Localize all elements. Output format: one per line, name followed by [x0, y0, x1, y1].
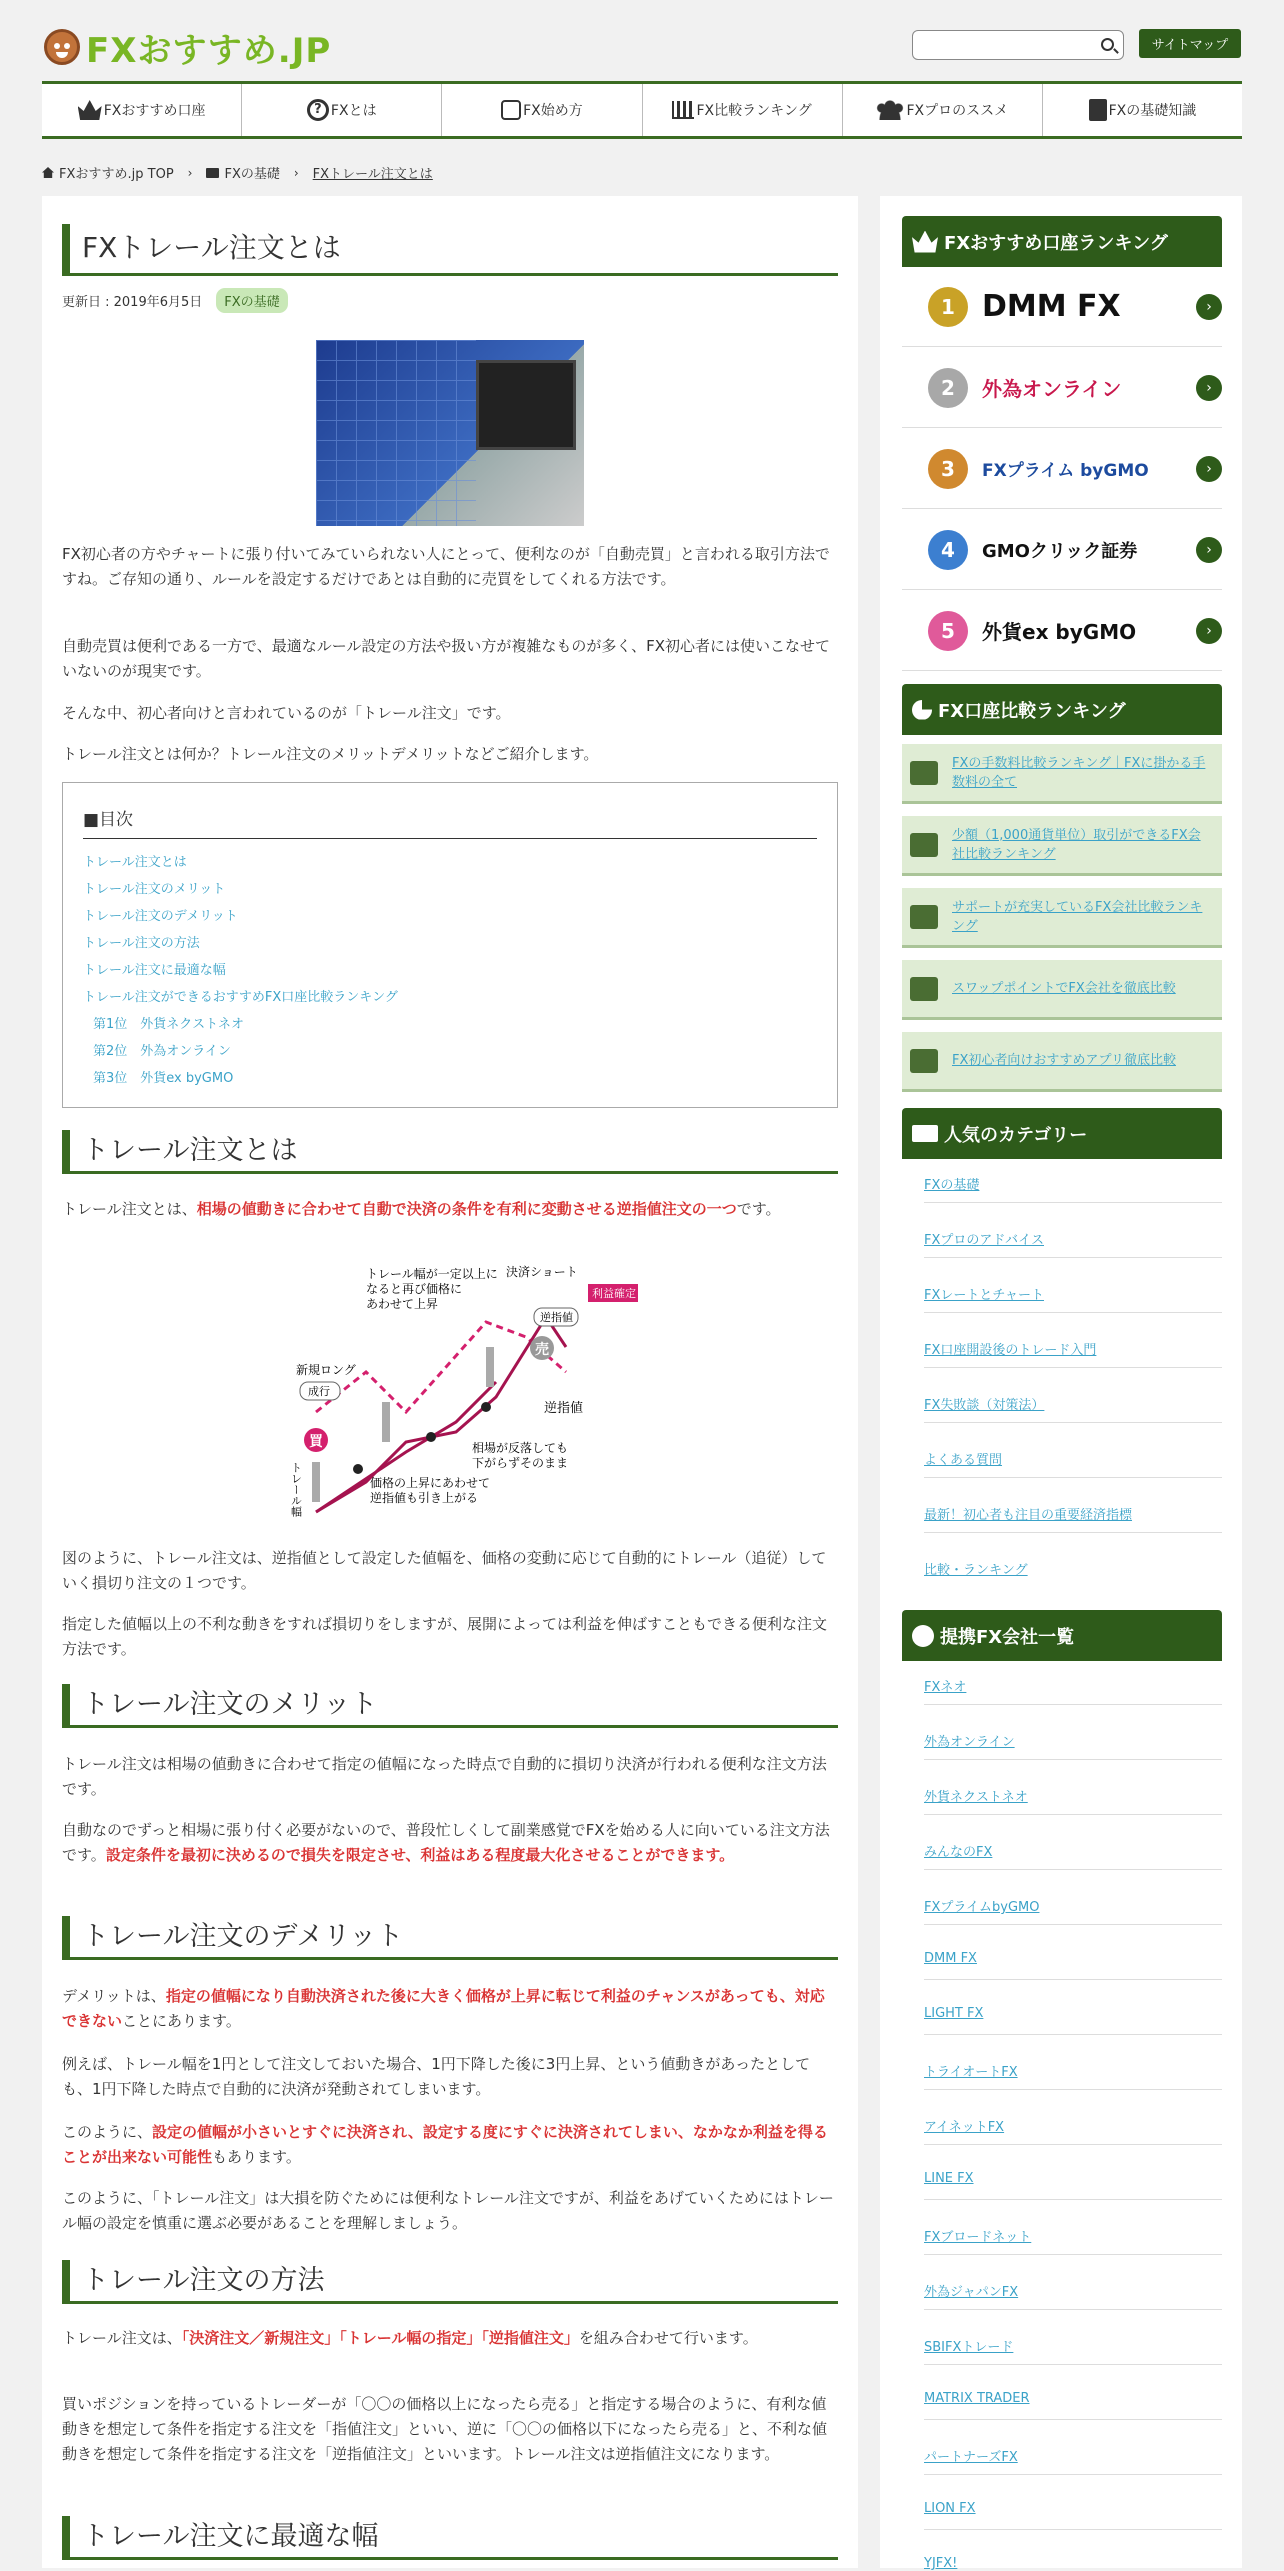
divider [924, 1367, 1222, 1368]
divider [924, 1924, 1222, 1925]
highlight-text: 設定の値幅が小さいとすぐに決済され、設定する度にすぐに決済されてしまい、なかなか利益を得ることが出来ない可能性 [62, 2123, 828, 2166]
comparison-link[interactable] [902, 816, 1222, 876]
diagram-label: トレール幅が一定以上に [366, 1267, 498, 1281]
comparison-link-label: FX初心者向けおすすめアプリ徹底比較 [952, 1053, 1176, 1068]
diagram-label: 決済ショート [506, 1265, 578, 1279]
nav-label: FXプロのススメ [906, 103, 1009, 119]
dot [481, 1402, 491, 1412]
sidebar-heading-categories [902, 1108, 1222, 1159]
comparison-link[interactable] [902, 888, 1222, 948]
sidebar-heading-ranking [902, 216, 1222, 267]
sitemap-button[interactable]: サイトマップ [1139, 29, 1241, 58]
dot [353, 1464, 363, 1474]
rank-medal-4-icon: 4 [928, 530, 968, 570]
chevron-right-icon[interactable]: › [1196, 456, 1222, 482]
nav-label: FX比較ランキング [696, 103, 812, 119]
diagram-label: 買 [309, 1434, 323, 1450]
text: トレール注文は、 [62, 2329, 182, 2347]
sidebar-heading-label: 提携FX会社一覧 [940, 1626, 1075, 1648]
question-icon: ? [307, 99, 329, 121]
category-link[interactable]: よくある質問 [924, 1453, 1003, 1468]
diagram-label: 利益確定 [592, 1287, 636, 1300]
highlight-text: 「決済注文／新規注文」「トレール幅の指定」「逆指値注文」 [181, 2329, 579, 2347]
broker-name: GMOクリック証券 [982, 540, 1138, 562]
search-icon[interactable] [1101, 38, 1114, 51]
divider [924, 1759, 1222, 1760]
section-heading: トレール注文の方法 [62, 2260, 838, 2304]
divider [924, 2309, 1222, 2310]
rank-medal-3-icon: 3 [928, 449, 968, 489]
comparison-link[interactable] [902, 1032, 1222, 1092]
divider [924, 2474, 1222, 2475]
section-heading: トレール注文のメリット [62, 1684, 838, 1728]
divider [924, 2419, 1222, 2420]
text: もあります。 [212, 2148, 301, 2166]
section-paragraph: このように、「トレール注文」は大損を防ぐためには便利なトレール注文ですが、利益をあげていくためにはトレール幅の設定を慎重に選ぶ必要があることを理解しましょう。 [62, 2189, 834, 2232]
nav-label: FX始め方 [523, 103, 583, 119]
section-heading: トレール注文のデメリット [62, 1916, 838, 1960]
global-nav [42, 81, 1242, 139]
partner-link[interactable]: SBIFXトレード [924, 2340, 1014, 2355]
partner-link[interactable]: FXネオ [924, 1680, 967, 1695]
highlight-text: 相場の値動きに合わせて自動で決済の条件を有利に変動させる逆指値注文の一つ [196, 1200, 737, 1218]
chevron-right-icon[interactable]: › [1196, 618, 1222, 644]
site-header [0, 0, 1284, 82]
divider [924, 1532, 1222, 1533]
divider [924, 1979, 1222, 1980]
site-logo[interactable] [44, 22, 331, 72]
text: トレール注文とは、 [62, 1200, 197, 1218]
search-input[interactable] [912, 30, 1124, 60]
intro-paragraph: トレール注文とは何か？トレール注文のメリットデメリットなどご紹介します。 [62, 745, 599, 763]
nav-label: FXの基礎知識 [1108, 103, 1197, 119]
divider [924, 1704, 1222, 1705]
chevron-right-icon[interactable]: › [1196, 375, 1222, 401]
partner-link[interactable]: LIGHT FX [924, 2006, 984, 2021]
comparison-link[interactable] [902, 960, 1222, 1020]
trail-order-diagram [289, 1262, 646, 1522]
rank-medal-2-icon: 2 [928, 368, 968, 408]
nav-label: FXとは [330, 103, 377, 119]
toc-list [83, 849, 398, 1092]
broker-name: FXプライム byGMO [982, 461, 1149, 481]
rank-item-1[interactable] [902, 267, 1222, 347]
category-link[interactable]: 比較・ランキング [924, 1563, 1028, 1578]
divider [924, 2144, 1222, 2145]
divider [924, 2034, 1222, 2035]
diagram-label: 相場が反落しても [472, 1441, 569, 1455]
nav-item-recommend[interactable] [42, 84, 242, 136]
category-link[interactable]: FXレートとチャート [924, 1288, 1044, 1303]
partner-link[interactable]: LINE FX [924, 2171, 974, 2186]
toc-item[interactable]: トレール注文のメリット [83, 882, 226, 897]
eyecatch-image [316, 340, 584, 526]
chevron-right-icon: › [293, 165, 299, 180]
diagram-label: 逆指値も引き上がる [370, 1491, 479, 1505]
divider [924, 1814, 1222, 1815]
highlight-text: 指定の値幅になり自動決済された後に大きく価格が上昇に転じて利益のチャンスがあっても、対応できない [62, 1987, 825, 2030]
breadcrumb-home[interactable]: FXおすすめ.jp TOP [59, 167, 174, 182]
text: を組み合わせて行います。 [578, 2329, 758, 2347]
diagram-label: 成行 [308, 1385, 330, 1398]
nav-item-ranking[interactable] [643, 84, 843, 136]
monkey-logo-icon [44, 29, 80, 65]
chevron-right-icon[interactable]: › [1196, 294, 1222, 320]
diagram-label: 下がらずそのまま [472, 1456, 569, 1470]
broker-logo [982, 530, 1172, 570]
partner-link[interactable]: FXプライムbyGMO [924, 1900, 1040, 1915]
category-link[interactable]: FXの基礎 [924, 1178, 980, 1193]
divider [924, 1202, 1222, 1203]
partner-link[interactable]: YJFX! [924, 2556, 958, 2571]
text: ことにあります。 [122, 2012, 241, 2030]
monitor-image [476, 360, 576, 450]
comparison-link[interactable] [902, 744, 1222, 804]
thumbs-up-icon [501, 100, 521, 120]
toc-title: ■目次 [83, 805, 817, 839]
broker-name: DMM FX [982, 289, 1121, 324]
partner-link[interactable]: 外為ジャパンFX [924, 2285, 1019, 2300]
broker-logo [982, 449, 1172, 489]
folder-open-icon [912, 1125, 938, 1142]
mobile-icon [910, 1049, 938, 1073]
sidebar [880, 196, 1242, 2571]
partner-link[interactable]: トライオートFX [924, 2065, 1018, 2080]
nav-item-how-to-start[interactable] [442, 84, 642, 136]
partner-link[interactable]: MATRIX TRADER [924, 2391, 1030, 2406]
rank-item-5[interactable] [902, 591, 1222, 671]
logo-text: FXおすすめ.JP [86, 30, 332, 71]
category-badge[interactable]: FXの基礎 [216, 288, 287, 313]
comparison-link-label: FXの手数料比較ランキング｜FXに掛かる手数料の全て [952, 755, 1206, 790]
rank-item-4[interactable] [902, 510, 1222, 590]
text: デメリットは、 [62, 1987, 166, 2005]
trail-arrow [312, 1462, 320, 1502]
trail-arrow [382, 1402, 390, 1442]
diagram-label: トレール幅 [289, 1462, 303, 1517]
updated-date: 更新日 : 2019年6月5日 [62, 295, 203, 310]
partner-link[interactable]: 外為オンライン [924, 1735, 1015, 1750]
divider [924, 1312, 1222, 1313]
comparison-link-label: 少額（1,000通貨単位）取引ができるFX会社比較ランキング [952, 827, 1201, 862]
diagram-label: あわせて上昇 [366, 1297, 439, 1311]
category-link[interactable]: FX失敗談（対策法） [924, 1398, 1045, 1413]
partner-link[interactable]: みんなのFX [924, 1845, 993, 1860]
diagram-label: 逆指値 [540, 1311, 573, 1324]
section-paragraph [62, 1197, 838, 1222]
book-icon [1089, 99, 1107, 121]
category-link[interactable]: 最新！初心者も注目の重要経済指標 [924, 1508, 1133, 1523]
intro-paragraph: そんな中、初心者向けと言われているのが「トレール注文」です。 [62, 704, 511, 722]
partner-link[interactable]: アイネットFX [924, 2120, 1005, 2135]
users-icon [876, 100, 904, 120]
toc-subitem[interactable]: 第3位 外貨ex byGMO [93, 1071, 234, 1086]
intro-paragraph: 自動売買は便利である一方で、最適なルール設定の方法や扱い方が複雑なものが多く、FX初心者には使いこなせていないのが現実です。 [62, 637, 831, 680]
text: このように、 [62, 2123, 153, 2141]
divider [924, 2364, 1222, 2365]
divider [924, 1257, 1222, 1258]
section-paragraph [62, 2326, 838, 2351]
partner-link[interactable]: FXブロードネット [924, 2230, 1032, 2245]
divider [924, 1869, 1222, 1870]
trail-arrow [486, 1347, 494, 1387]
nav-label: FXおすすめ口座 [103, 103, 206, 119]
category-link[interactable]: FXプロのアドバイス [924, 1233, 1044, 1248]
broker-logo [982, 368, 1172, 408]
text: 自動なのでずっと相場に張り付く必要がないので、普段忙しくして副業感覚でFXを始める人に向いている注文方法です。 [62, 1821, 830, 1864]
diagram-label: 価格の上昇にあわせて [370, 1476, 491, 1490]
intro-paragraph: FX初心者の方やチャートに張り付いてみていられない人にとって、便利なのが「自動売買」と言われる取引方法ですね。ご存知の通り、ルールを設定するだけであとは自動的に売買をしてくれる方法です。 [62, 545, 830, 588]
article-main [42, 196, 858, 2568]
diagram-label: 逆指値 [544, 1401, 584, 1416]
nav-item-basics[interactable] [1043, 84, 1242, 136]
section-paragraph [62, 1818, 838, 1868]
section-paragraph: 買いポジションを持っているトレーダーが「〇〇の価格以上になったら売る」と指定する場合のように、有利な値動きを想定して条件を指定する注文を「指値注文」といい、逆に「〇〇の価格以下になったら売る」と、不利な値動きを想定して条件を指定する注文を「逆指値注文」といいます。トレール注文は逆指値注文になります。 [62, 2395, 828, 2463]
diagram-label: 新規ロング [296, 1363, 356, 1377]
crown-icon [78, 100, 102, 120]
page-title: FXトレール注文とは [62, 224, 838, 276]
toc-subitem[interactable]: 第2位 外為オンライン [93, 1044, 231, 1059]
broker-name: 外貨ex byGMO [982, 620, 1137, 644]
dot [426, 1432, 436, 1442]
toc-item[interactable]: トレール注文ができるおすすめFX口座比較ランキング [83, 990, 398, 1005]
partner-link[interactable]: LION FX [924, 2501, 976, 2516]
highlight-text: 設定条件を最初に決めるので損失を限定させ、利益はある程度最大化させることができます。 [105, 1846, 735, 1864]
divider [924, 2199, 1222, 2200]
breadcrumb-category[interactable]: FXの基礎 [224, 167, 280, 182]
broker-name: 外為オンライン [982, 377, 1122, 401]
breadcrumb [42, 163, 433, 182]
chevron-right-icon[interactable]: › [1196, 537, 1222, 563]
section-paragraph: トレール注文は相場の値動きに合わせて指定の値幅になった時点で自動的に損切り決済が行われる便利な注文方法です。 [62, 1755, 827, 1798]
toc-subitem[interactable]: 第1位 外貨ネクストネオ [93, 1017, 245, 1032]
folder-icon [206, 168, 219, 178]
section-paragraph: 例えば、トレール幅を1円として注文しておいた場合、1円下降した後に3円上昇、という値動きがあったとしても、1円下降した時点で自動的に決済が発動されてしまいます。 [62, 2055, 811, 2098]
rank-item-2[interactable] [902, 348, 1222, 428]
comparison-link-label: サポートが充実しているFX会社比較ランキング [952, 899, 1203, 934]
divider [924, 2529, 1222, 2530]
divider [924, 1477, 1222, 1478]
sidebar-heading-label: FXおすすめ口座ランキング [944, 232, 1168, 254]
toc-item[interactable]: トレール注文のデメリット [83, 909, 238, 924]
partner-link[interactable]: パートナーズFX [924, 2450, 1018, 2465]
sidebar-heading-label: 人気のカテゴリー [944, 1124, 1088, 1146]
nav-item-what-is-fx[interactable] [242, 84, 442, 136]
text: です。 [736, 1200, 781, 1218]
users-icon [912, 1625, 934, 1647]
divider [924, 2089, 1222, 2090]
section-heading: トレール注文とは [62, 1130, 838, 1174]
table-of-contents [62, 782, 838, 1108]
divider [924, 2254, 1222, 2255]
section-heading: トレール注文に最適な幅 [62, 2516, 838, 2560]
section-paragraph: 図のように、トレール注文は、逆指値として設定した値幅を、価格の変動に応じて自動的にトレール（追従）していく損切り注文の１つです。 [62, 1549, 827, 1592]
section-paragraph: 指定した値幅以上の不利な動きをすれば損切りをしますが、展開によっては利益を伸ばすこともできる便利な注文方法です。 [62, 1615, 828, 1658]
toc-item[interactable]: トレール注文に最適な幅 [83, 963, 226, 978]
home-icon [42, 167, 54, 178]
toc-item[interactable]: トレール注文の方法 [83, 936, 200, 951]
divider [924, 1422, 1222, 1423]
sidebar-heading-partners [902, 1610, 1222, 1661]
money-icon [910, 833, 938, 857]
rank-item-3[interactable] [902, 429, 1222, 509]
rank-medal-5-icon: 5 [928, 611, 968, 651]
nav-item-pro[interactable] [843, 84, 1043, 136]
crown-icon [912, 231, 938, 253]
sidebar-heading-comparison [902, 684, 1222, 735]
section-paragraph [62, 2120, 838, 2170]
swap-arrows-icon [910, 977, 938, 1001]
article-meta [62, 288, 288, 313]
bar-chart-icon [672, 101, 694, 119]
partner-link[interactable]: 外貨ネクストネオ [924, 1790, 1028, 1805]
diagram-label: 売 [535, 1342, 549, 1358]
sidebar-heading-label: FX口座比較ランキング [938, 700, 1126, 722]
toc-item[interactable]: トレール注文とは [83, 855, 187, 870]
section-paragraph [62, 1984, 838, 2034]
piggy-bank-icon [910, 761, 938, 785]
broker-logo [982, 611, 1172, 651]
broker-logo [982, 287, 1172, 327]
chart-grid-image [316, 340, 476, 526]
comparison-link-label: スワップポイントでFX会社を徹底比較 [952, 981, 1176, 996]
partner-link[interactable]: DMM FX [924, 1951, 977, 1966]
rank-medal-1-icon: 1 [928, 287, 968, 327]
breadcrumb-current[interactable]: FXトレール注文とは [312, 167, 433, 182]
chevron-right-icon: › [187, 165, 193, 180]
diagram-label: なると再び価格に [366, 1282, 463, 1296]
category-link[interactable]: FX口座開設後のトレード入門 [924, 1343, 1097, 1358]
headset-icon [910, 905, 938, 929]
pie-chart-icon [912, 700, 932, 720]
